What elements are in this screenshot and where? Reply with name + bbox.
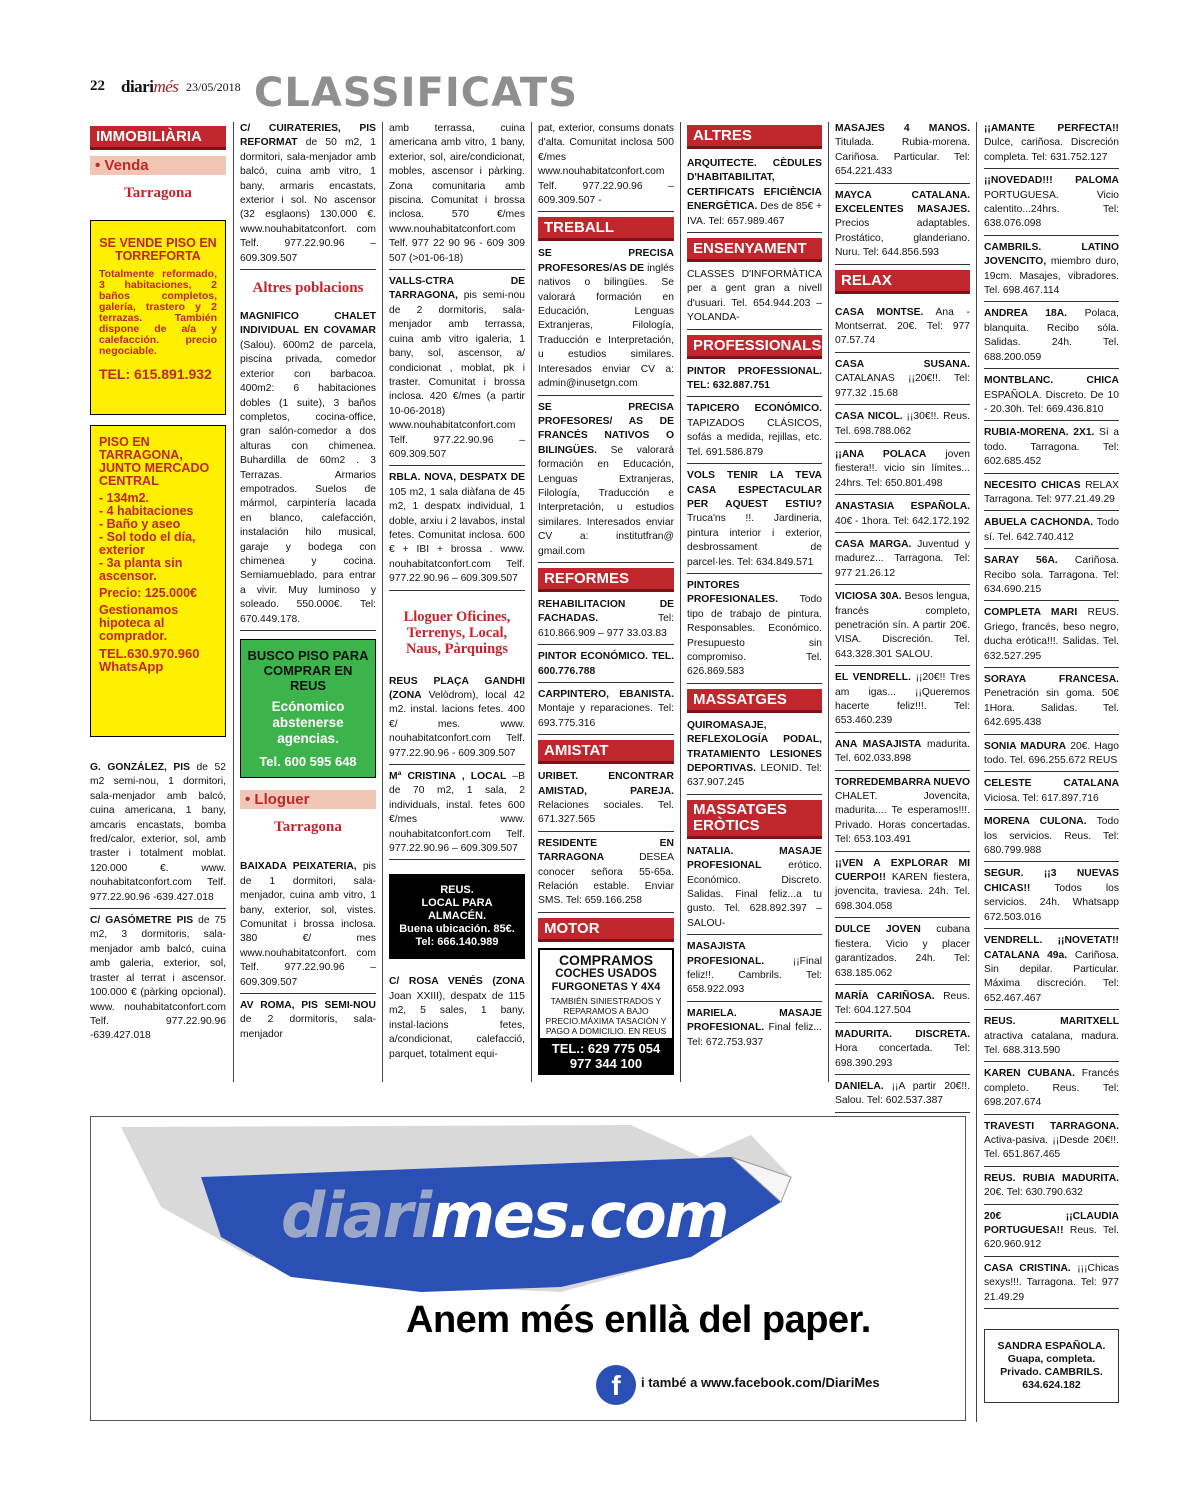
classified-ad: EL VENDRELL. ¡¡20€!! Tres am igas... ¡¡Queremos hacerte feliz!!!. Tel: 653.460.239 [835, 671, 970, 733]
ad-box-sandra: SANDRA ESPAÑOLA. Guapa, completa. Privado. CAMBRILS. 634.624.182 [984, 1329, 1119, 1403]
classified-ad: C/ ROSA VENÉS (ZONA Joan XXIII), despatx de 115 m2, 5 sales, 1 bany, instal·lacions fetes, a/condicionat, calefacció, parquet, totalment equi- [389, 976, 525, 1060]
classified-ad: TORREDEMBARRA NUEVO CHALET. Jovencita, madurita.... Te esperamos!!!. Privado. Horas concertadas. Tel: 653.103.491 [835, 776, 970, 852]
classified-ad: PINTORES PROFESIONALES. Todo tipo de trabajo de pintura. Responsables. Económico. Presupuesto sin compromiso. Tel. 626.869.583 [687, 579, 822, 684]
ad-box-line: Gestionamos hipoteca al comprador. [99, 603, 179, 643]
classified-ad: TRAVESTI TARRAGONA. Activa-pasiva. ¡¡Desde 20€!!. Tel. 651.867.465 [984, 1120, 1119, 1167]
classified-ad: CASA CRISTINA. ¡¡¡Chicas sexys!!!. Tarragona. Tel: 977 21.49.29 [984, 1262, 1119, 1309]
ad-box-reus-local: REUS. LOCAL PARA ALMACÉN. Buena ubicación. 85€. Tel: 666.140.989 [389, 874, 525, 959]
classified-ad: ABUELA CACHONDA. Todo sí. Tel. 642.740.412 [984, 516, 1119, 549]
ad-box-body: Totalmente reformado, 3 habitaciones, 2 baños completos, galería, trastero y 2 terrazas. También dispone de a/a y calefacción. precio negociable. [99, 268, 217, 357]
ad-box-price: Precio: 125.000€ [99, 586, 197, 600]
classified-ad: ¡¡NOVEDAD!!! PALOMA PORTUGUESA. Vicio calentito...24hrs. Tel: 638.076.098 [984, 174, 1119, 236]
ad-box-mercado-central [90, 425, 226, 737]
masthead-brand [121, 77, 178, 97]
column-1 [90, 122, 226, 1082]
city-heading: Tarragona [124, 185, 192, 201]
publication-date: 23/05/2018 [186, 80, 241, 94]
ad-box-phone: TEL: 615.891.932 [99, 366, 212, 382]
classified-ad: CELESTE CATALANA Viciosa. Tel: 617.897.716 [984, 777, 1119, 810]
classified-ad: SEGUR. ¡¡3 NUEVAS CHICAS!! Todos los servicios. 24h. Whatsapp 672.503.016 [984, 867, 1119, 929]
section-title: CLASSIFICATS [254, 70, 579, 116]
page-number: 22 [90, 78, 105, 94]
section-amistat: AMISTAT [538, 740, 674, 764]
classified-ad: VENDRELL. ¡¡NOVETAT!! CATALANA 49a. Cariñosa. Sin depilar. Particular. Máxima discreción. Tel: 652.467.467 [984, 934, 1119, 1010]
classified-ad: VALLS-CTRA DE TARRAGONA, pis semi-nou de 2 dormitoris, sala-menjador amb terrassa, cuina amb vitro igaleria, 1 bany, sol, ascensor, a/ condicionat , moblat, pk i traster. Comunitat i brossa inclosa. 420 €/mes (a partir 10-06-2018) www.nouhabitatconfort.com Telf. 977.22.90.96 – 609.309.507 [389, 275, 525, 466]
classified-ad: SE PRECISA PROFESORES/ AS DE FRANCÉS NATIVOS O BILINGÜES. Se valorará formación en Educación, Lenguas Extranjeras, Filología, Traducción e Interpretación, u estudios similares. Interesados enviar CV a: institutfran@ gmail.com [538, 401, 674, 563]
classified-ad: MORENA CULONA. Todo los servicios. Reus. Tel: 680.799.988 [984, 815, 1119, 862]
classified-ad: REUS PLAÇA GANDHI (ZONA Velòdrom), local 42 m2. instal. lacions fetes. 400 €/ mes. www. nouhabitatconfort.com Telf. 977.22.90.96 - 609.309.507 [389, 675, 525, 765]
classified-ad: ARQUITECTE. CÈDULES D'HABITABILITAT, CERTIFICATS EFICIÈNCIA ENERGÈTICA. Des de 85€ + IVA. Tel: 657.989.467 [687, 157, 822, 233]
classified-ad: MONTBLANC. CHICA ESPAÑOLA. Discreto. De 10 - 20.30h. Tel: 669.436.810 [984, 374, 1119, 421]
classified-ad: CASA MONTSE. Ana - Montserrat. 20€. Tel: 977 07.57.74 [835, 306, 970, 353]
classified-ad: AV ROMA, PIS SEMI-NOU de 2 dormitoris, sala-menjador [240, 1000, 376, 1040]
classified-ad: REHABILITACION DE FACHADAS. Tel: 610.866.909 – 977 33.03.83 [538, 598, 674, 645]
classified-ad: SE PRECISA PROFESORES/AS DE inglés nativos o bilingües. Se valorará formación en Educación, Lenguas Extranjeras, Filología, Traducción e Interpretación, u estudios similares. Interesados enviar CV a: admin@inusetgn.com [538, 247, 674, 395]
classified-ad: 20€ ¡¡CLAUDIA PORTUGUESA!! Reus. Tel. 620.960.912 [984, 1210, 1119, 1257]
ad-box-phone: TEL.630.970.960 WhatsApp [99, 646, 200, 674]
classified-ad: ANA MASAJISTA madurita. Tel. 602.033.898 [835, 738, 970, 771]
ad-box-line: - 134m2. [99, 491, 150, 505]
column-rule [233, 122, 234, 1082]
classified-ad: RBLA. NOVA, DESPATX DE 105 m2, 1 sala diàfana de 45 m2, 1 despatx individual, 1 doble, arxiu i 2 lavabos, instal fetes. Comunitat inclosa. 600 € + IBI + brossa . www. nouhabitatconfort.com Telf. 977.22.90.96 – 609.309.507 [389, 471, 525, 590]
classified-ad: REUS. MARITXELL atractiva catalana, madura. Tel. 688.313.590 [984, 1015, 1119, 1062]
banner-facebook-link[interactable]: i també a www.facebook.com/DiariMes [641, 1375, 880, 1390]
column-rule [531, 122, 532, 1082]
classified-ad: BAIXADA PEIXATERIA, pis de 1 dormitori, sala-menjador, cuina amb vitro, 1 bany, exterior, sol, vistes. Comunitat i brossa inclosa. 380 €/ mes www.nouhabitatconfort. com Telf. 977.22.90.96 – 609.309.507 [240, 860, 376, 994]
column-4 [538, 122, 674, 1087]
column-6 [835, 122, 971, 1107]
relax-ad-list [835, 306, 970, 1113]
classified-ad: RESIDENTE EN TARRAGONA DESEA conocer señora 55-65a. Relación estable. Enviar SMS. Tel: 659.166.258 [538, 837, 674, 913]
classified-ad: KAREN CUBANA. Francés completo. Reus. Tel: 698.207.674 [984, 1067, 1119, 1114]
classified-ad: SORAYA FRANCESA. Penetración sin goma. 50€ 1Hora. Salidas. Tel. 642.695.438 [984, 673, 1119, 735]
subsection-lloguer: • Lloguer [240, 790, 376, 809]
classified-ad: REUS. RUBIA MADURITA. 20€. Tel: 630.790.632 [984, 1172, 1119, 1205]
ad-box-line: - 3a planta sin ascensor. [99, 556, 183, 583]
column-rule [828, 122, 829, 1082]
classified-ad: MAYCA CATALANA. EXCELENTES MASAJES. Precios adaptables. Prostático, glanderiano. Nuru. Tel: 644.856.593 [835, 189, 970, 265]
classified-ad: CASA SUSANA. CATALANAS ¡¡20€!!. Tel: 977.32 .15.68 [835, 358, 970, 405]
classified-ad: CASA MARGA. Juventud y madurez... Tarragona. Tel: 977 21.26.12 [835, 538, 970, 585]
section-massatges: MASSATGES [687, 689, 822, 713]
column-rule [382, 122, 383, 1082]
brand-diari: diari [121, 77, 154, 96]
classified-ad: DANIELA. ¡¡A partir 20€!!. Salou. Tel: 602.537.387 [835, 1080, 970, 1113]
banner-logo: diarimes.com [281, 1179, 728, 1252]
classified-ad: RUBIA-MORENA. 2X1. Sí a todo. Tarragona. Tel: 602.685.452 [984, 426, 1119, 473]
classified-ad: MADURITA. DISCRETA. Hora concertada. Tel: 698.390.293 [835, 1028, 970, 1075]
classified-ad: MAGNIFICO CHALET INDIVIDUAL EN COVAMAR (Salou). 600m2 de parcela, piscina privada, comedor exterior con barbacoa. 400m2: 6 habitaciones dobles (1 suite), 3 baños completos, cocina-office, gran salón-comedor a dos alturas con chimenea. Buhardilla de 60m2 . 3 Terrazas. Armarios empotrados. Suelos de mármol, carpintería lacada en blanco, calefacción, instalación hilo musical, garaje y bodega con chimenea y cocina. Semiamueblado, para entrar a vivir. Muy luminoso y soleado. 550.000€. Tel: 670.449.178. [240, 310, 376, 631]
classified-ad: NECESITO CHICAS RELAX Tarragona. Tel: 977.21.49.29 [984, 479, 1119, 512]
classified-ad: MASAJES 4 MANOS. Titulada. Rubia-morena. Cariñosa. Particular. Tel: 654.221.433 [835, 122, 970, 184]
ad-box-line: - Baño y aseo [99, 517, 181, 531]
classified-ad: ANASTASIA ESPAÑOLA. 40€ - 1hora. Tel: 642.172.192 [835, 500, 970, 533]
classified-ad: C/ CUIRATERIES, PIS REFORMAT de 50 m2, 1 dormitori, sala-menjador amb balcó, cuina amb vitro, 1 bany, armaris encastats, exterior i sol. No ascensor (32 esglaons) 130.000 €. www.nouhabitatconfort. com Telf. 977.22.90.96 – 609.309.507 [240, 122, 376, 270]
ad-box-line: - Sol todo el día, exterior [99, 530, 196, 557]
classified-ad: PINTOR PROFESSIONAL. TEL: 632.887.751 [687, 365, 822, 398]
ad-box-compramos-coches: COMPRAMOS COCHES USADOS FURGONETAS Y 4X4 TAMBIÉN SINIESTRADOS Y REPARAMOS A BAJO PRECIO.MÁXIMA TASACIÓN Y PAGO A DOMICILIO. EN REUS TEL.: 629 775 054 977 344 100 [538, 948, 674, 1075]
column-7 [984, 122, 1119, 1422]
section-motor: MOTOR [538, 918, 674, 942]
classified-ad: PINTOR ECONÓMICO. TEL. 600.776.788 [538, 650, 674, 683]
classified-ad: ANDREA 18A. Polaca, blanquita. Recibo sóla. Salidas. 24h. Tel. 688.200.059 [984, 307, 1119, 369]
ad-box-busco-piso: BUSCO PISO PARA COMPRAR EN REUS Ecónomico abstenerse agencias. Tel. 600 595 648 [240, 639, 376, 778]
section-relax: RELAX [835, 270, 970, 294]
classified-ad: TAPICERO ECONÓMICO. TAPIZADOS CLÁSICOS, sofás a medida, rejillas, etc. Tel. 691.586.879 [687, 402, 822, 464]
section-treball: TREBALL [538, 217, 674, 241]
classified-ad: ¡¡AMANTE PERFECTA!! Dulce, cariñosa. Discreción completa. Tel: 631.752.127 [984, 122, 1119, 169]
classified-ad: VICIOSA 30A. Besos lengua, francés completo, penetración sín. A partir 20€. VISA. Discreción. Tel. 643.328.301 SALOU. [835, 590, 970, 666]
section-massatges-erotics: MASSATGES ERÒTICS [687, 800, 822, 839]
classified-ad: SONIA MADURA 20€. Hago todo. Tel. 696.255.672 REUS [984, 740, 1119, 773]
classified-ad: MARÍA CARIÑOSA. Reus. Tel: 604.127.504 [835, 990, 970, 1023]
section-altres: ALTRES [687, 125, 822, 149]
classified-ad: C/ GASÓMETRE PIS de 75 m2, 3 dormitoris, sala-menjador amb balcó, cuina amb galeria, exterior, sol, traster al terrat i ascensor. 100.000 € (pàrking opcional). www. nouhabitatconfort.com Telf. 977.22.90.96 -639.427.018 [90, 915, 226, 1042]
section-professionals: PROFESSIONALS [687, 335, 822, 359]
classified-ad: CARPINTERO, EBANISTA. Montaje y reparaciones. Tel: 693.775.316 [538, 688, 674, 735]
classified-ad: CLASSES D'INFORMÀTICA per a gent gran a nivell d'usuari. Tel. 654.944.203 – YOLANDA- [687, 268, 822, 330]
classified-ad: DULCE JOVEN cubana fiestera. Vicio y placer garantizados. 24h. Tel: 638.185.062 [835, 923, 970, 985]
ad-box-line: - 4 habitaciones [99, 504, 194, 518]
classified-ad: NATALIA. MASAJE PROFESIONAL erótico. Económico. Discreto. Salidas. Final feliz...a tu gusto. Tel. 628.892.397 – SALOU- [687, 845, 822, 935]
classified-ad: QUIROMASAJE, REFLEXOLOGÍA PODAL, TRATAMIENTO LESIONES DEPORTIVAS. LEONID. Tel: 637.907.245 [687, 719, 822, 795]
column-3 [389, 122, 525, 1082]
classified-ad: URIBET. ENCONTRAR AMISTAD, PAREJA. Relaciones sociales. Tel. 671.327.565 [538, 770, 674, 832]
classified-ad: ¡¡VEN A EXPLORAR MI CUERPO!! KAREN fiestera, jovencita, traviesa. 24h. Tel. 698.304.058 [835, 857, 970, 919]
banner-slogan: Anem més enllà del paper. [406, 1299, 871, 1341]
ad-box-torreforta [90, 220, 226, 415]
ad-box-title: SE VENDE PISO EN TORREFORTA [99, 236, 217, 263]
city-heading: Tarragona [274, 819, 342, 836]
classified-ad: COMPLETA MARI REUS. Griego, francés, beso negro, ducha erótica!!!. Salidas. Tel. 632.527.295 [984, 606, 1119, 668]
section-reformes: REFORMES [538, 568, 674, 592]
diarimes-banner-ad[interactable] [90, 1116, 966, 1421]
classified-ad: MARIELA. MASAJE PROFESIONAL. Final feliz... Tel: 672.753.937 [687, 1007, 822, 1048]
classified-ad: SARAY 56A. Cariñosa. Recibo sola. Tarragona. Tel: 634.690.215 [984, 554, 1119, 601]
facebook-icon[interactable]: f [596, 1365, 636, 1405]
heading-altres-poblacions: Altres poblacions [252, 280, 364, 297]
classified-ad: ¡¡ANA POLACA joven fiestera!!. vicio sin límites... 24hrs. Tel: 650.801.498 [835, 448, 970, 495]
column-rule [680, 122, 681, 1082]
classified-ad: MASAJISTA PROFESIONAL. ¡¡Final feliz!!. Cambrils. Tel: 658.922.093 [687, 940, 822, 1002]
classified-ad: G. GONZÁLEZ, PIS de 52 m2 semi-nou, 1 dormitori, sala-menjador amb balcó, cuina americana, 1 bany, amcaris encastats, bomba fred/calor, exterior, sol, amb traster i totalment moblat. 120.000 €. www. nouhabitatconfort.com Telf. 977.22.90.96 -639.427.018 [90, 761, 226, 909]
classified-ad: CASA NICOL. ¡¡30€!!. Reus. Tel. 698.788.062 [835, 410, 970, 443]
subsection-venda: • Venda [90, 156, 226, 175]
classified-ad: Mª CRISTINA , LOCAL –B de 70 m2, 1 sala, 2 individuals, instal. fetes 600 €/mes www. nouhabitatconfort.com Telf. 977.22.90.96 – 609.309.507 [389, 770, 525, 860]
classified-ad: amb terrassa, cuina americana amb vitro, 1 bany, exterior, sol, aire/condicionat, mobles, ascensor i pàrking. Zona comunitaria amb piscina. Comunitat i brossa inclosa. 570 €/mes www.nouhabitatconfort.com Telf. 977 22 90 96 - 609 309 507 (>01-06-18) [389, 122, 525, 270]
classified-ad: pat, exterior, consums donats d'alta. Comunitat inclosa 500 €/mes www.nouhabitatconfort.com Telf. 977.22.90.96 – 609.309.507 - [538, 122, 674, 212]
section-ensenyament: ENSENYAMENT [687, 238, 822, 262]
classified-ad: VOLS TENIR LA TEVA CASA ESPECTACULAR PER AQUEST ESTIU? Truca'ns !!. Jardineria, pintura interior i exterior, desbrossament de parcel·les. Tel: 634.849.571 [687, 469, 822, 574]
column-2 [240, 122, 376, 1082]
column-5 [687, 122, 822, 1082]
classified-ad: CAMBRILS. LATINO JOVENCITO, miembro duro, 19cm. Masajes, vibradores. Tel. 698.467.114 [984, 241, 1119, 303]
brand-mes: més [153, 77, 179, 96]
column-rule [976, 122, 977, 1422]
ad-box-line: PISO EN TARRAGONA, JUNTO MERCADO CENTRAL [99, 435, 210, 488]
section-immobiliaria: IMMOBILIÀRIA [90, 126, 226, 150]
relax-ad-list-2 [984, 122, 1119, 1309]
heading-lloguer-oficines: Lloguer Oficines, Terrenys, Local, Naus, Pàrquings [403, 608, 511, 657]
